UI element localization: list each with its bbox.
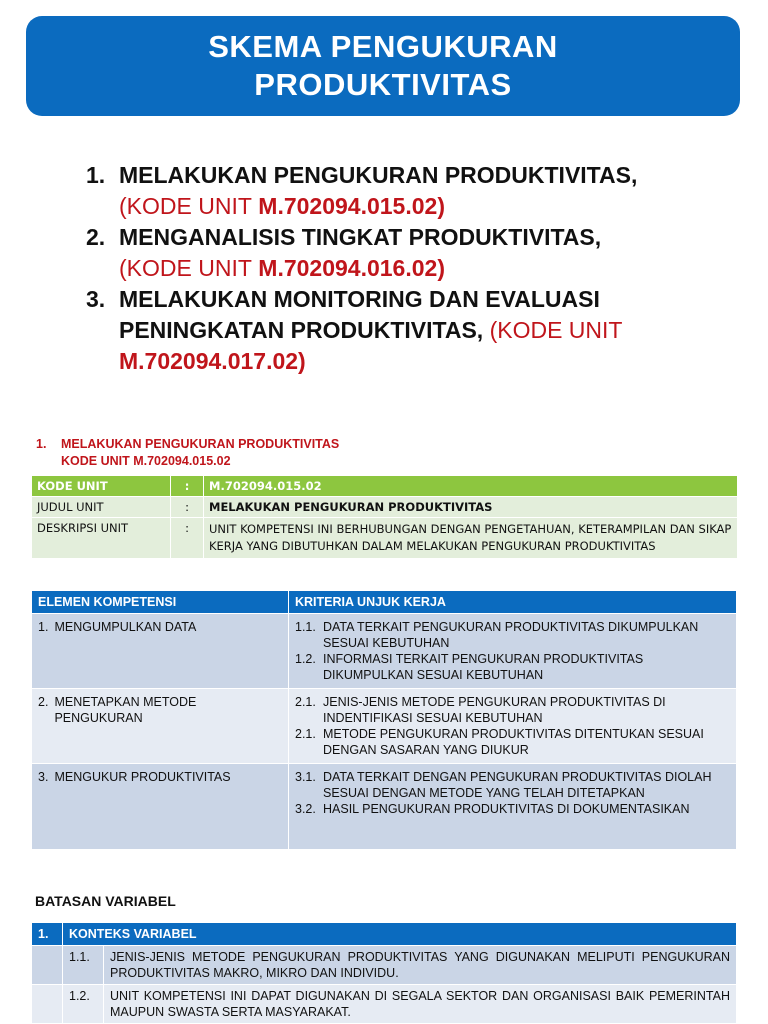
judul-unit-label: JUDUL UNIT bbox=[32, 497, 171, 518]
unit-title-text: PENINGKATAN PRODUKTIVITAS, bbox=[119, 317, 484, 343]
kriteria-cell bbox=[289, 764, 737, 849]
empty-cell bbox=[32, 946, 63, 985]
deskripsi-unit-row bbox=[32, 518, 737, 559]
unit-list-item bbox=[86, 160, 726, 222]
kriteria-number: 2.1. bbox=[295, 695, 316, 709]
competency-header-row bbox=[32, 591, 737, 614]
kriteria-number: 3.2. bbox=[295, 802, 316, 816]
unit-title-line-2 bbox=[119, 315, 726, 346]
kriteria-number: 1.1. bbox=[295, 620, 316, 634]
kriteria-text: JENIS-JENIS METODE PENGUKURAN PRODUKTIVITAS DI INDENTIFIKASI SESUAI KEBUTUHAN bbox=[323, 695, 666, 725]
list-number: 3. bbox=[86, 286, 106, 312]
kriteria-cell bbox=[289, 614, 737, 689]
deskripsi-unit-value: UNIT KOMPETENSI INI BERHUBUNGAN DENGAN PENGETAHUAN, KETERAMPILAN DAN SIKAP KERJA YANG DIBUTUHKAN DALAM MELAKUKAN PENGUKURAN PRODUKTIVITAS bbox=[204, 518, 738, 559]
unit-code-prefix: (KODE UNIT bbox=[489, 317, 623, 343]
variable-header-row bbox=[32, 923, 737, 946]
unit-title: MELAKUKAN PENGUKURAN PRODUKTIVITAS, bbox=[119, 162, 638, 188]
elemen-number: 3. bbox=[38, 770, 49, 784]
table-row bbox=[32, 614, 737, 689]
elemen-cell bbox=[32, 689, 289, 764]
kriteria-number: 2.1. bbox=[295, 727, 316, 741]
deskripsi-unit-label: DESKRIPSI UNIT bbox=[32, 518, 171, 559]
section-number: 1. bbox=[36, 437, 47, 451]
unit-list-item bbox=[86, 284, 726, 377]
kriteria-number: 1.2. bbox=[295, 652, 316, 666]
table-row bbox=[32, 946, 737, 985]
elemen-header: ELEMEN KOMPETENSI bbox=[32, 591, 289, 614]
kriteria-text: DATA TERKAIT PENGUKURAN PRODUKTIVITAS DIKUMPULKAN SESUAI KEBUTUHAN bbox=[323, 620, 699, 650]
judul-unit-row bbox=[32, 497, 737, 518]
kriteria-cell bbox=[289, 689, 737, 764]
elemen-text: MENETAPKAN METODE PENGUKURAN bbox=[54, 695, 197, 725]
unit-title: MENGANALISIS TINGKAT PRODUKTIVITAS, bbox=[119, 224, 602, 250]
unit-code bbox=[119, 253, 726, 284]
elemen-number: 2. bbox=[38, 695, 49, 709]
kriteria-number: 3.1. bbox=[295, 770, 316, 784]
colon: : bbox=[171, 497, 204, 518]
kriteria-text: METODE PENGUKURAN PRODUKTIVITAS DITENTUKAN SESUAI DENGAN SASARAN YANG DIUKUR bbox=[323, 727, 704, 757]
table-row bbox=[32, 764, 737, 849]
unit-code-value: M.702094.016.02) bbox=[258, 255, 445, 281]
elemen-cell bbox=[32, 614, 289, 689]
competency-table bbox=[32, 591, 737, 849]
title-banner bbox=[26, 16, 740, 116]
unit-code bbox=[119, 191, 726, 222]
elemen-cell bbox=[32, 764, 289, 849]
section-title: MELAKUKAN PENGUKURAN PRODUKTIVITAS bbox=[61, 437, 340, 451]
colon: : bbox=[171, 518, 204, 559]
title-line-1: SKEMA PENGUKURAN bbox=[208, 29, 558, 64]
unit-code-value: M.702094.017.02) bbox=[119, 348, 306, 374]
kode-unit-row bbox=[32, 476, 737, 497]
unit-code-prefix: (KODE UNIT bbox=[119, 255, 252, 281]
kriteria-header: KRITERIA UNJUK KERJA bbox=[289, 591, 737, 614]
section-code: KODE UNIT M.702094.015.02 bbox=[61, 454, 231, 468]
section-heading bbox=[36, 436, 636, 470]
elemen-number: 1. bbox=[38, 620, 49, 634]
list-number: 1. bbox=[86, 162, 106, 188]
colon: : bbox=[171, 476, 204, 497]
variable-number: 1.2. bbox=[63, 985, 104, 1024]
title-line-2: PRODUKTIVITAS bbox=[254, 67, 512, 102]
list-number: 2. bbox=[86, 224, 106, 250]
unit-list-item bbox=[86, 222, 726, 284]
kriteria-text: DATA TERKAIT DENGAN PENGUKURAN PRODUKTIVITAS DIOLAH SESUAI DENGAN METODE YANG TELAH DITETAPKAN bbox=[323, 770, 712, 800]
judul-unit-value: MELAKUKAN PENGUKURAN PRODUKTIVITAS bbox=[204, 497, 738, 518]
variable-text: UNIT KOMPETENSI INI DAPAT DIGUNAKAN DI SEGALA SEKTOR DAN ORGANISASI BAIK PEMERINTAH MAUPUN SWASTA SERTA MASYARAKAT. bbox=[104, 985, 737, 1024]
table-row bbox=[32, 985, 737, 1024]
batasan-variabel-heading: BATASAN VARIABEL bbox=[35, 893, 176, 909]
variable-header-label: KONTEKS VARIABEL bbox=[63, 923, 737, 946]
empty-cell bbox=[32, 985, 63, 1024]
unit-list bbox=[86, 160, 726, 377]
elemen-text: MENGUKUR PRODUKTIVITAS bbox=[54, 770, 231, 784]
unit-title-line-1: MELAKUKAN MONITORING DAN EVALUASI bbox=[119, 286, 600, 312]
unit-info-table bbox=[32, 476, 737, 559]
variable-text: JENIS-JENIS METODE PENGUKURAN PRODUKTIVITAS YANG DIGUNAKAN MELIPUTI PENGUKURAN PRODUKTIVITAS MAKRO, MIKRO DAN INDIVIDU. bbox=[104, 946, 737, 985]
kode-unit-value: M.702094.015.02 bbox=[204, 476, 738, 497]
variable-table bbox=[32, 923, 737, 1023]
elemen-text: MENGUMPULKAN DATA bbox=[54, 620, 197, 634]
kriteria-text: HASIL PENGUKURAN PRODUKTIVITAS DI DOKUMENTASIKAN bbox=[323, 802, 690, 816]
unit-code-prefix: (KODE UNIT bbox=[119, 193, 252, 219]
variable-header-number: 1. bbox=[32, 923, 63, 946]
table-row bbox=[32, 689, 737, 764]
variable-number: 1.1. bbox=[63, 946, 104, 985]
kode-unit-label: KODE UNIT bbox=[32, 476, 171, 497]
unit-code-value: M.702094.015.02) bbox=[258, 193, 445, 219]
kriteria-text: INFORMASI TERKAIT PENGUKURAN PRODUKTIVITAS DIKUMPULKAN SESUAI KEBUTUHAN bbox=[323, 652, 644, 682]
